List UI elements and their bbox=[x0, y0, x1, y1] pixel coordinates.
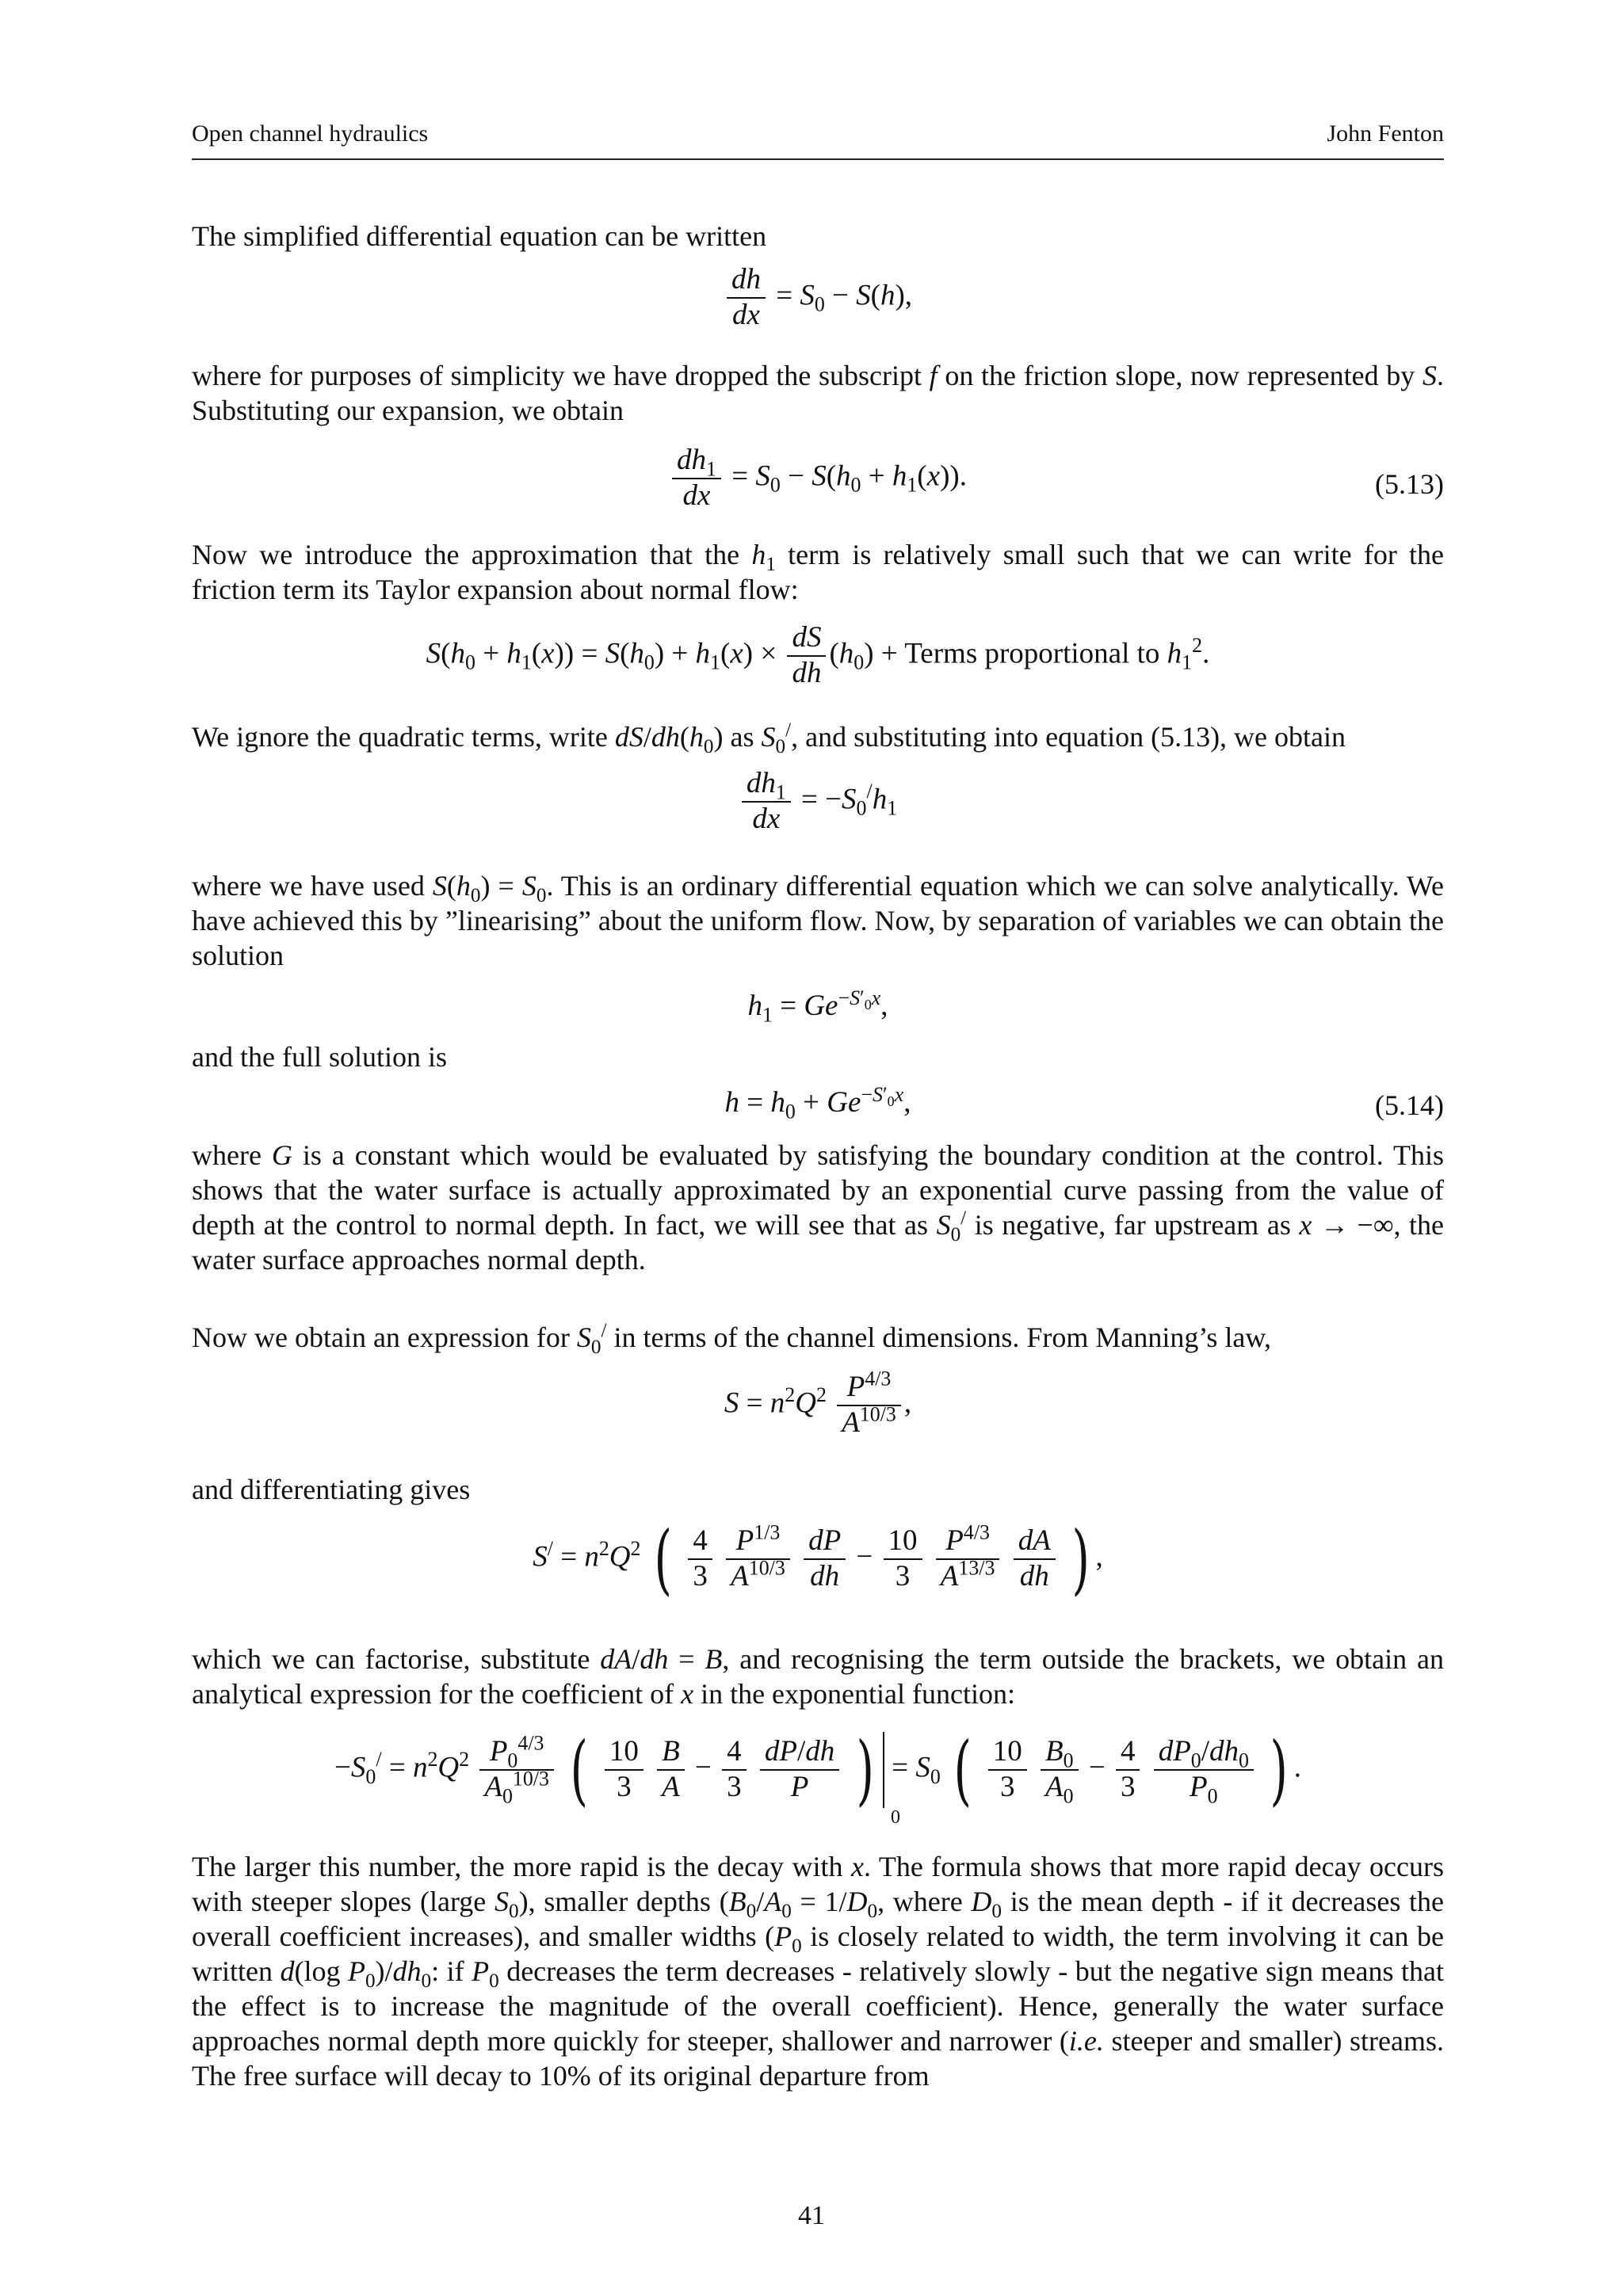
paragraph-friction-slope: where for purposes of simplicity we have dropped the subscript f on the friction slope, now represented by S. Substituting our expansion, we obtain bbox=[192, 360, 1444, 426]
running-header-title: Open channel hydraulics bbox=[192, 120, 429, 147]
equation-5-13: $\frac{dh_1}{dx}$ = $S_0 - S(h_0 + h_1(x))$. bbox=[192, 445, 1444, 512]
header-rule bbox=[192, 158, 1444, 160]
taylor-terms-text: Terms proportional to bbox=[904, 637, 1160, 670]
paragraph-constant-g: where G is a constant which would be evaluated by satisfying the boundary condition at the control. This shows that the water surface is actually approximated by an exponential curve passing from the value of depth at the control to normal depth. In fact, we will see that as $S_0^/$ is negative, far upstream as x → −∞, the water surface approaches normal depth. bbox=[192, 1139, 1445, 1276]
equation-derivative-s: $S^/ = n^2Q^2$ ( $\frac{4}{3}$ $\frac{P^{1/3}}{A^{10/3}}$ $\frac{dP}{dh}$ − $\frac{10}{3}$ $\frac{P^{4/3}}{A^{13/3}}$ $\frac{dA}{dh}$ ) , bbox=[533, 1515, 1103, 1604]
equation-number-5-13: (5.13) bbox=[1375, 468, 1444, 500]
paragraph-linearise: We ignore the quadratic terms, write $dS/dh(h_0)$ as $S_0^/$, and substituting into equation (5.13), we obtain bbox=[192, 719, 1346, 758]
equation-simplified-ode: $\frac{dh}{dx}$ = $S_0 - S(h)$, bbox=[192, 265, 1444, 331]
page-number: 41 bbox=[798, 2201, 825, 2230]
paragraph-intro: The simplified differential equation can be written bbox=[192, 220, 767, 252]
paragraph-manning-intro: Now we obtain an expression for $S_0^/$ in terms of the channel dimensions. From Manning’s law, bbox=[192, 1320, 1272, 1359]
equation-linear-ode: $\frac{dh_1}{dx}$ = $-S_0^/h_1$ bbox=[192, 769, 1444, 835]
equation-h1-solution: $h_1 = Ge^{-S'_0x}$, bbox=[747, 986, 888, 1027]
equation-5-14: $h = h_0 + Ge^{-S'_0x}$, bbox=[724, 1082, 911, 1123]
equation-taylor-expansion: $S(h_0 + h_1(x)) = S(h_0) + h_1(x)$ × $\frac{dS}{dh}$ $(h_0)$ + Terms proportional to $h_1^2$. bbox=[426, 621, 1210, 689]
paragraph-decay-discussion: The larger this number, the more rapid is the decay with x. The formula shows that more rapid decay occurs with steeper slopes (large $S_0$), smaller depths ($B_0/A_0 = 1/D_0$, where $D_0$ is the mean depth - if it decreases the overall coefficient increases), and smaller widths ($P_0$ is closely related to width, the term involving it can be written d(log $P_0)/dh_0$: if $P_0$ decreases the term decreases - relatively slowly - but the negative sign means that the effect is to increase the magnitude of the overall coefficient). Hence, generally the water surface approaches normal depth more quickly for steeper, shallower and narrower (i.e. steeper and smaller) streams. The free surface will decay to 10% of its original departure from bbox=[192, 1851, 1445, 2092]
paragraph-full-solution: and the full solution is bbox=[192, 1041, 447, 1073]
paragraph-differentiating: and differentiating gives bbox=[192, 1474, 471, 1505]
paragraph-factorise: which we can factorise, substitute dA/dh = B, and recognising the term outside the brackets, we obtain an analytical expression for the coefficient of x in the exponential function: bbox=[192, 1643, 1445, 1710]
paragraph-taylor-intro: Now we introduce the approximation that the $h_1$ term is relatively small such that we can write for the friction term its Taylor expansion about normal flow: bbox=[192, 539, 1445, 605]
running-header-author: John Fenton bbox=[1327, 120, 1444, 147]
equation-manning-law: $S = n^2Q^2$ $\frac{P^{4/3}}{A^{10/3}}$ , bbox=[724, 1367, 912, 1439]
paragraph-ordinary-de: where we have used $S(h_0) = S_0$. This is an ordinary differential equation which we can solve analytically. We have achieved this by ”linearising” about the uniform flow. Now, by separation of variables we can obtain the solution bbox=[192, 870, 1445, 971]
equation-number-5-14: (5.14) bbox=[1375, 1089, 1444, 1121]
equation-decay-coefficient: $-S_0^/ = n^2Q^2$ $\frac{P_0^{4/3}}{A_0^{10/3}}$ ( $\frac{10}{3}$ $\frac{B}{A}$ − $\frac{4}{3}$ $\frac{dP/dh}{P}$ ) 0 = $S_0$ ( $\frac{10}{3}$ $\frac{B_0}{A_0}$ − $\frac{4}{3}$ $\frac{dP_0/dh_0}{P_0}$ ) . bbox=[334, 1726, 1301, 1828]
